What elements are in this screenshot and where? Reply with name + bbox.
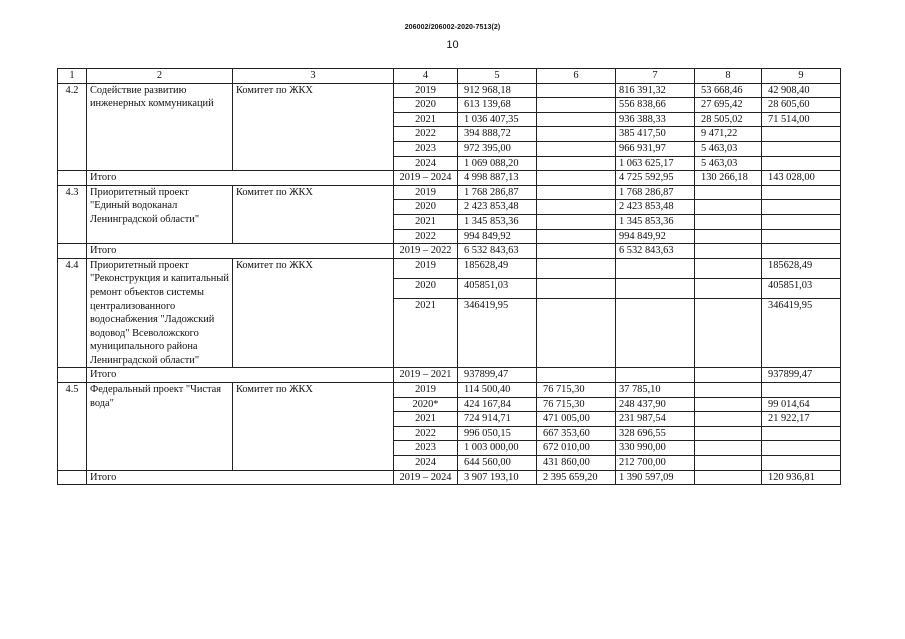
amount-cell — [762, 141, 841, 156]
section-name: Приоритетный проект "Единый водоканал Ленинградской области" — [87, 185, 233, 243]
amount-cell — [762, 244, 841, 259]
amount-cell: 1 069 088,20 — [458, 156, 537, 171]
amount-cell — [537, 127, 616, 142]
amount-cell: 667 353,60 — [537, 426, 616, 441]
amount-cell: 212 700,00 — [616, 456, 695, 471]
amount-cell: 76 715,30 — [537, 397, 616, 412]
amount-cell: 42 908,40 — [762, 83, 841, 98]
year-cell: 2022 — [394, 127, 458, 142]
amount-cell: 3 907 193,10 — [458, 470, 537, 485]
amount-cell — [762, 441, 841, 456]
amount-cell: 1 063 625,17 — [616, 156, 695, 171]
document-id: 206002/206002-2020-7513(2) — [404, 24, 501, 31]
table-row — [58, 185, 841, 200]
amount-cell: 644 560,00 — [458, 456, 537, 471]
amount-cell — [762, 127, 841, 142]
amount-cell — [537, 279, 616, 299]
amount-cell — [762, 200, 841, 215]
amount-cell — [537, 171, 616, 186]
period-cell: 2019 – 2022 — [394, 244, 458, 259]
amount-cell: 471 005,00 — [537, 412, 616, 427]
period-cell: 2019 – 2024 — [394, 470, 458, 485]
amount-cell: 143 028,00 — [762, 171, 841, 186]
amount-cell: 328 696,55 — [616, 426, 695, 441]
year-cell: 2019 — [394, 83, 458, 98]
amount-cell: 21 922,17 — [762, 412, 841, 427]
column-header: 3 — [233, 69, 394, 84]
empty-cell — [58, 470, 87, 485]
header-row — [58, 69, 841, 84]
year-cell: 2021 — [394, 412, 458, 427]
amount-cell: 405851,03 — [458, 279, 537, 299]
column-header: 2 — [87, 69, 233, 84]
column-header: 9 — [762, 69, 841, 84]
amount-cell — [762, 185, 841, 200]
total-label: Итого — [87, 244, 394, 259]
amount-cell — [695, 383, 762, 398]
amount-cell: 994 849,92 — [458, 229, 537, 244]
amount-cell — [695, 456, 762, 471]
amount-cell — [537, 112, 616, 127]
amount-cell: 2 395 659,20 — [537, 470, 616, 485]
amount-cell — [695, 185, 762, 200]
amount-cell: 114 500,40 — [458, 383, 537, 398]
year-cell: 2021 — [394, 112, 458, 127]
amount-cell: 431 860,00 — [537, 456, 616, 471]
column-header: 4 — [394, 69, 458, 84]
year-cell: 2022 — [394, 426, 458, 441]
amount-cell — [695, 244, 762, 259]
total-label: Итого — [87, 368, 394, 383]
section-name: Содействие развитию инженерных коммуникаций — [87, 83, 233, 171]
amount-cell: 5 463,03 — [695, 141, 762, 156]
section-number: 4.5 — [58, 383, 87, 471]
page-number: 10 — [446, 39, 459, 51]
total-label: Итого — [87, 171, 394, 186]
table-row — [58, 83, 841, 98]
amount-cell: 912 968,18 — [458, 83, 537, 98]
amount-cell: 1 390 597,09 — [616, 470, 695, 485]
amount-cell: 6 532 843,63 — [616, 244, 695, 259]
amount-cell: 27 695,42 — [695, 98, 762, 113]
amount-cell: 28 505,02 — [695, 112, 762, 127]
amount-cell — [537, 156, 616, 171]
amount-cell — [616, 279, 695, 299]
amount-cell — [762, 214, 841, 229]
total-label: Итого — [87, 470, 394, 485]
amount-cell: 2 423 853,48 — [616, 200, 695, 215]
year-cell: 2023 — [394, 141, 458, 156]
column-header: 8 — [695, 69, 762, 84]
year-cell: 2019 — [394, 383, 458, 398]
amount-cell: 99 014,64 — [762, 397, 841, 412]
amount-cell: 185628,49 — [458, 258, 537, 278]
amount-cell: 613 139,68 — [458, 98, 537, 113]
amount-cell: 1 768 286,87 — [616, 185, 695, 200]
amount-cell: 6 532 843,63 — [458, 244, 537, 259]
year-cell: 2024 — [394, 156, 458, 171]
amount-cell — [537, 244, 616, 259]
amount-cell — [616, 368, 695, 383]
amount-cell: 346419,95 — [762, 299, 841, 368]
amount-cell: 330 990,00 — [616, 441, 695, 456]
amount-cell — [695, 229, 762, 244]
amount-cell: 130 266,18 — [695, 171, 762, 186]
amount-cell: 996 050,15 — [458, 426, 537, 441]
executor: Комитет по ЖКХ — [233, 83, 394, 171]
table-row — [58, 383, 841, 398]
amount-cell — [695, 279, 762, 299]
section-name: Приоритетный проект "Реконструкция и капитальный ремонт объектов системы централизованного водоснабжения "Ладожский водовод" Всеволожского муниципального района Ленинградской области" — [87, 258, 233, 368]
section-number: 4.3 — [58, 185, 87, 243]
amount-cell — [762, 229, 841, 244]
amount-cell — [616, 258, 695, 278]
year-cell: 2024 — [394, 456, 458, 471]
amount-cell: 816 391,32 — [616, 83, 695, 98]
empty-cell — [58, 171, 87, 186]
amount-cell: 724 914,71 — [458, 412, 537, 427]
amount-cell: 71 514,00 — [762, 112, 841, 127]
year-cell: 2020 — [394, 200, 458, 215]
amount-cell — [695, 470, 762, 485]
amount-cell: 936 388,33 — [616, 112, 695, 127]
amount-cell: 1 345 853,36 — [616, 214, 695, 229]
amount-cell — [762, 426, 841, 441]
amount-cell — [695, 258, 762, 278]
column-header: 7 — [616, 69, 695, 84]
amount-cell — [762, 456, 841, 471]
year-cell: 2021 — [394, 214, 458, 229]
year-cell: 2020* — [394, 397, 458, 412]
amount-cell: 385 417,50 — [616, 127, 695, 142]
amount-cell: 1 003 000,00 — [458, 441, 537, 456]
amount-cell — [537, 200, 616, 215]
year-cell: 2019 — [394, 185, 458, 200]
amount-cell — [695, 412, 762, 427]
section-number: 4.4 — [58, 258, 87, 368]
empty-cell — [58, 244, 87, 259]
amount-cell: 556 838,66 — [616, 98, 695, 113]
column-header: 5 — [458, 69, 537, 84]
total-row — [58, 368, 841, 383]
amount-cell: 120 936,81 — [762, 470, 841, 485]
column-header: 1 — [58, 69, 87, 84]
amount-cell: 424 167,84 — [458, 397, 537, 412]
amount-cell — [762, 156, 841, 171]
amount-cell: 394 888,72 — [458, 127, 537, 142]
amount-cell: 185628,49 — [762, 258, 841, 278]
amount-cell — [537, 299, 616, 368]
amount-cell: 1 768 286,87 — [458, 185, 537, 200]
amount-cell: 5 463,03 — [695, 156, 762, 171]
amount-cell: 1 036 407,35 — [458, 112, 537, 127]
amount-cell: 53 668,46 — [695, 83, 762, 98]
amount-cell: 937899,47 — [762, 368, 841, 383]
amount-cell — [537, 258, 616, 278]
amount-cell — [537, 141, 616, 156]
amount-cell: 248 437,90 — [616, 397, 695, 412]
amount-cell — [695, 426, 762, 441]
year-cell: 2020 — [394, 279, 458, 299]
section-number: 4.2 — [58, 83, 87, 171]
amount-cell — [537, 368, 616, 383]
amount-cell — [537, 83, 616, 98]
amount-cell — [537, 214, 616, 229]
period-cell: 2019 – 2021 — [394, 368, 458, 383]
amount-cell: 76 715,30 — [537, 383, 616, 398]
amount-cell: 1 345 853,36 — [458, 214, 537, 229]
amount-cell — [537, 185, 616, 200]
year-cell: 2021 — [394, 299, 458, 368]
budget-table — [57, 68, 841, 485]
amount-cell: 231 987,54 — [616, 412, 695, 427]
amount-cell — [537, 98, 616, 113]
amount-cell: 405851,03 — [762, 279, 841, 299]
amount-cell — [537, 229, 616, 244]
amount-cell — [695, 200, 762, 215]
year-cell: 2019 — [394, 258, 458, 278]
year-cell: 2023 — [394, 441, 458, 456]
amount-cell — [695, 368, 762, 383]
amount-cell: 966 931,97 — [616, 141, 695, 156]
amount-cell: 4 725 592,95 — [616, 171, 695, 186]
amount-cell — [695, 214, 762, 229]
empty-cell — [58, 368, 87, 383]
amount-cell: 972 395,00 — [458, 141, 537, 156]
amount-cell: 28 605,60 — [762, 98, 841, 113]
column-header: 6 — [537, 69, 616, 84]
period-cell: 2019 – 2024 — [394, 171, 458, 186]
total-row — [58, 244, 841, 259]
year-cell: 2022 — [394, 229, 458, 244]
amount-cell: 2 423 853,48 — [458, 200, 537, 215]
executor: Комитет по ЖКХ — [233, 383, 394, 471]
amount-cell — [762, 383, 841, 398]
amount-cell: 9 471,22 — [695, 127, 762, 142]
executor: Комитет по ЖКХ — [233, 258, 394, 368]
amount-cell — [695, 299, 762, 368]
executor: Комитет по ЖКХ — [233, 185, 394, 243]
amount-cell — [616, 299, 695, 368]
amount-cell: 4 998 887,13 — [458, 171, 537, 186]
amount-cell: 672 010,00 — [537, 441, 616, 456]
amount-cell — [695, 397, 762, 412]
total-row — [58, 171, 841, 186]
year-cell: 2020 — [394, 98, 458, 113]
amount-cell: 37 785,10 — [616, 383, 695, 398]
amount-cell: 346419,95 — [458, 299, 537, 368]
table-row — [58, 258, 841, 278]
total-row — [58, 470, 841, 485]
amount-cell: 994 849,92 — [616, 229, 695, 244]
section-name: Федеральный проект "Чистая вода" — [87, 383, 233, 471]
amount-cell: 937899,47 — [458, 368, 537, 383]
amount-cell — [695, 441, 762, 456]
